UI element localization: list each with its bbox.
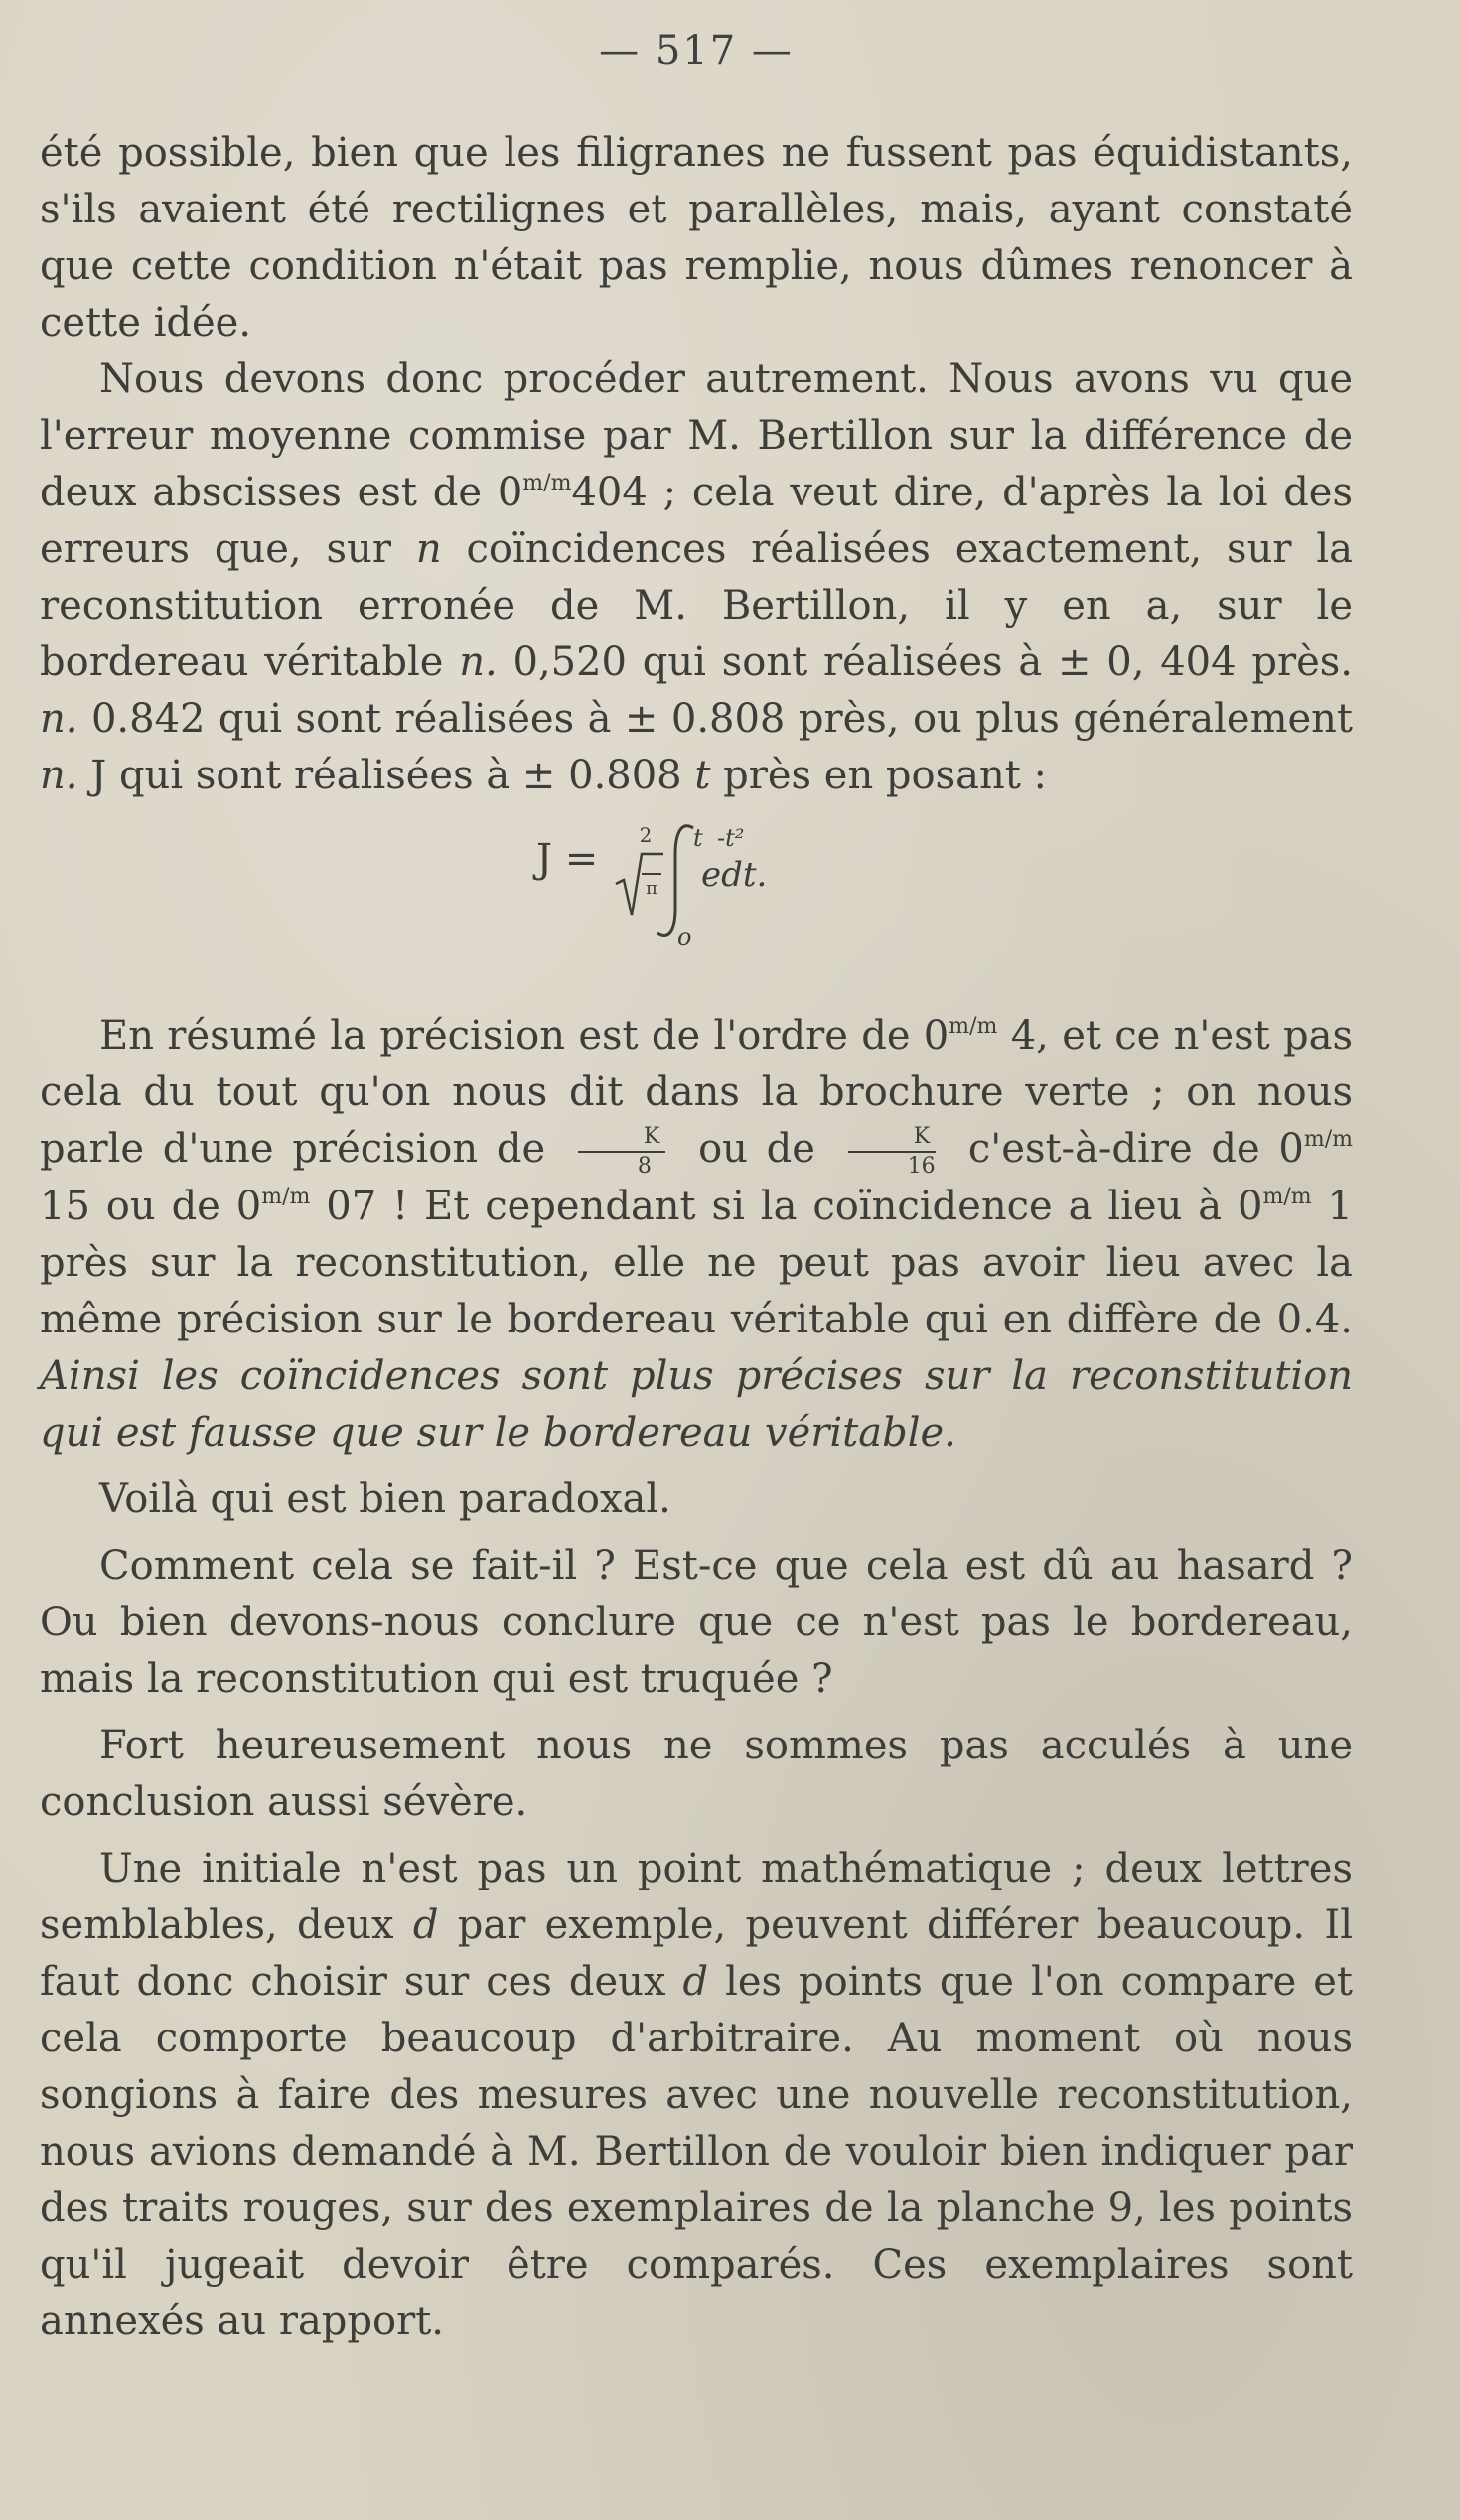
formula-coef-num: 2 bbox=[639, 823, 653, 847]
formula-lhs: J = bbox=[536, 836, 599, 882]
integrand: edt. bbox=[701, 855, 768, 895]
unit-superscript: m/m bbox=[522, 471, 572, 495]
italic-conclusion: Ainsi les coïncidences sont plus précises sur la reconstitution qui est fausse que sur le bordereau véritable. bbox=[40, 1353, 1353, 1456]
integral-lower-limit: o bbox=[677, 923, 692, 951]
paragraph-1: été possible, bien que les filigranes ne fussent pas équidistants, s'ils avaient été rectilignes et parallèles, mais, ayant constaté que cette condition n'était pas remplie, nous dûmes renoncer à cette idée. bbox=[40, 130, 1353, 346]
fraction-k-8: $\frac{K}{8}$ bbox=[578, 1125, 665, 1179]
paragraph-4: Voilà qui est bien paradoxal. bbox=[99, 1476, 671, 1522]
formula-coef-den: π bbox=[646, 878, 657, 899]
paragraph-2: Nous devons donc procéder autrement. Nous avons vu que l'erreur moyenne commise par M. Bertillon sur la différence de deux abscisses est de $0^{m/m}404$ ; cela veut dire, d'après la loi des erreurs que, sur n coïncidences réalisées exactement, sur la reconstitution erronée de M. Bertillon, il y en a, sur le bordereau véritable n. 0,520 qui sont réalisées à ± 0, 404 près. n. 0.842 qui sont réalisées à ± 0.808 près, ou plus généralement n. J qui sont réalisées à ± 0.808 t près en posant : bbox=[40, 356, 1353, 798]
paragraph-5: Comment cela se fait-il ? Est-ce que cela est dû au hasard ? Ou bien devons-nous conclure que ce n'est pas le bordereau, mais la reconstitution qui est truquée ? bbox=[40, 1543, 1353, 1702]
paragraph-7: Une initiale n'est pas un point mathématique ; deux lettres semblables, deux d par exemple, peuvent différer beaucoup. Il faut donc choisir sur ces deux d les points que l'on compare et cela comporte beaucoup d'arbitraire. Au moment où nous songions à faire des mesures avec une nouvelle reconstitution, nous avions demandé à M. Bertillon de vouloir bien indiquer par des traits rouges, sur des exemplaires de la planche 9, les points qu'il jugeait devoir être comparés. Ces exemplaires sont annexés au rapport. bbox=[40, 1846, 1354, 2344]
page-number: — 517 — bbox=[599, 28, 794, 73]
integral-upper-limit: t bbox=[693, 824, 703, 852]
fraction-k-16: $\frac{K}{16}$ bbox=[848, 1125, 936, 1179]
paragraph-3: En résumé la précision est de l'ordre de $0^{m/m}$ 4, et ce n'est pas cela du tout qu'on nous dit dans la brochure verte ; on nous parle d'une précision de $\frac{K}{8}$ ou de $\frac{K}{16}$ c'est-à-dire de $0^{m/m}$ 15 ou de $0^{m/m}$ 07 ! Et cependant si la coïncidence a lieu à $0^{m/m}$ 1 près sur la reconstitution, elle ne peut pas avoir lieu avec la même précision sur le bordereau véritable qui en diffère de 0.4. Ainsi les coïncidences sont plus précises sur la reconstitution qui est fausse que sur le bordereau véritable. bbox=[40, 1013, 1353, 1456]
paragraph-6: Fort heureusement nous ne sommes pas acculés à une conclusion aussi sévère. bbox=[40, 1723, 1353, 1825]
integral-sign bbox=[657, 826, 693, 936]
exponent: -t² bbox=[717, 824, 745, 852]
formula-graphic bbox=[536, 814, 854, 993]
integral-formula bbox=[40, 804, 1353, 1008]
